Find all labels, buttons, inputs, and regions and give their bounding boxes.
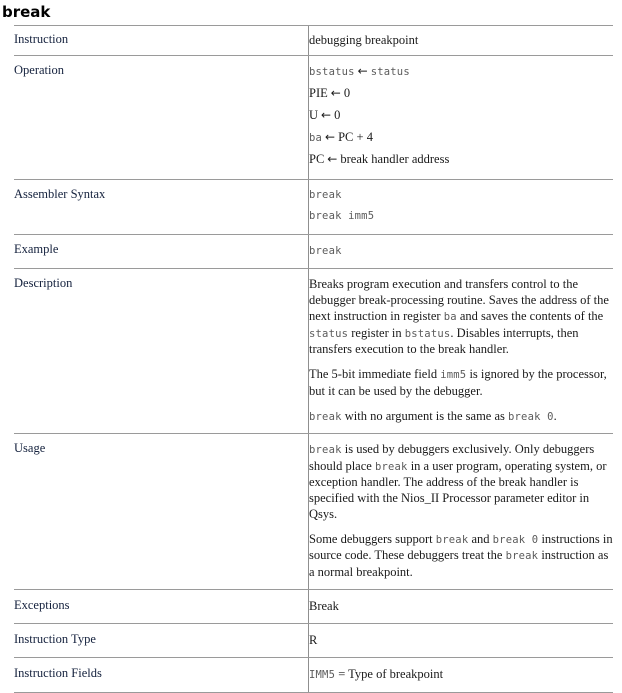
table-row xyxy=(14,658,613,693)
inline-text: instruction as a normal breakpoint. xyxy=(309,548,609,579)
inline-code: break xyxy=(374,460,408,473)
row-label: Example xyxy=(14,234,309,269)
row-value xyxy=(309,624,614,658)
inline-code: status xyxy=(309,327,349,340)
operation-line xyxy=(309,127,613,149)
row-label: Exceptions xyxy=(14,589,309,623)
table-row xyxy=(14,434,613,590)
code-line: break xyxy=(309,244,342,257)
row-value xyxy=(309,434,614,590)
paragraph xyxy=(309,531,613,580)
inline-code: break 0 xyxy=(492,534,539,547)
assembler-syntax-list xyxy=(309,186,613,225)
inline-code: break xyxy=(505,550,539,563)
assignment-arrow-icon: ← xyxy=(325,129,336,144)
operation-rhs: 0 xyxy=(343,86,351,101)
table-body xyxy=(14,26,613,693)
inline-code: imm5 xyxy=(440,369,467,382)
table-row xyxy=(14,269,613,434)
exceptions-text: Break xyxy=(309,598,339,613)
inline-text: and saves the contents of the xyxy=(456,309,604,324)
inline-text: and xyxy=(468,532,493,547)
row-value xyxy=(309,179,614,234)
row-value xyxy=(309,269,614,434)
operation-line xyxy=(309,61,613,83)
row-value xyxy=(309,56,614,179)
assignment-arrow-icon: ← xyxy=(321,108,332,122)
inline-text: register in xyxy=(348,325,405,340)
inline-text: instructions in source code. These debuggers treat the xyxy=(309,532,613,563)
inline-text: with no argument is the same as xyxy=(341,408,509,423)
inline-code: IMM5 xyxy=(309,669,336,682)
inline-code: break xyxy=(309,410,342,423)
paragraph xyxy=(309,366,613,398)
row-value xyxy=(309,658,614,693)
table-row xyxy=(14,234,613,269)
assignment-arrow-icon: ← xyxy=(330,86,341,101)
instruction-description-text: debugging breakpoint xyxy=(309,33,419,47)
row-label: Instruction Fields xyxy=(14,658,309,693)
assignment-arrow-icon: ← xyxy=(327,151,338,166)
instruction-spec-table xyxy=(14,25,613,693)
instruction-type-text: R xyxy=(309,633,318,648)
inline-text: is used by debuggers exclusively. Only debuggers should place xyxy=(309,442,595,473)
row-label: Instruction Type xyxy=(14,624,309,658)
instruction-fields-text xyxy=(309,666,613,683)
table-row xyxy=(14,589,613,623)
inline-code: break xyxy=(435,534,469,547)
operation-lhs: bstatus xyxy=(309,66,355,79)
row-label: Instruction xyxy=(14,26,309,56)
operation-rhs: 0 xyxy=(334,108,341,122)
operation-lhs: PIE xyxy=(309,86,328,101)
operation-lhs: PC xyxy=(309,151,325,166)
operation-rhs: break handler address xyxy=(340,151,450,166)
operation-lhs: U xyxy=(309,108,319,122)
row-label: Description xyxy=(14,269,309,434)
operation-line-list xyxy=(309,61,613,170)
inline-code: bstatus xyxy=(404,327,451,340)
description-paragraphs xyxy=(309,276,613,424)
inline-text: The 5-bit immediate field xyxy=(309,367,441,382)
inline-code: break xyxy=(309,444,342,457)
inline-code: break 0 xyxy=(508,410,554,423)
inline-code: ba xyxy=(443,311,457,324)
table-row xyxy=(14,26,613,56)
code-line: break imm5 xyxy=(309,210,375,223)
operation-rhs: status xyxy=(370,66,410,79)
operation-line xyxy=(309,149,613,171)
operation-lhs: ba xyxy=(309,131,323,144)
row-value xyxy=(309,26,614,56)
operation-rhs: PC + 4 xyxy=(338,129,373,144)
paragraph xyxy=(309,408,613,424)
usage-paragraphs xyxy=(309,441,613,580)
table-row xyxy=(14,179,613,234)
table-row xyxy=(14,56,613,179)
example-syntax-list xyxy=(309,242,613,260)
inline-text: . Disables interrupts, then transfers execution to the break handler. xyxy=(309,325,579,357)
paragraph xyxy=(309,276,613,357)
inline-text: Breaks program execution and transfers control to the debugger break-processing routine. Saves the address of the next instruction in register xyxy=(309,277,609,324)
inline-text: Some debuggers support xyxy=(309,532,436,547)
row-label: Assembler Syntax xyxy=(14,179,309,234)
page-title: break xyxy=(2,3,51,21)
table-row xyxy=(14,624,613,658)
inline-text: is ignored by the processor, but it can be used by the debugger. xyxy=(309,367,607,398)
code-line: break xyxy=(309,188,342,201)
assignment-arrow-icon: ← xyxy=(357,64,368,79)
operation-line xyxy=(309,83,613,105)
row-value xyxy=(309,589,614,623)
inline-text: in a user program, operating system, or exception handler. The address of the break handler is specified with the Nios_II Processor parameter editor in Qsys. xyxy=(309,458,607,522)
inline-text: . xyxy=(553,408,557,423)
inline-text: = Type of breakpoint xyxy=(335,667,444,682)
row-label: Usage xyxy=(14,434,309,590)
paragraph xyxy=(309,441,613,522)
row-label: Operation xyxy=(14,56,309,179)
operation-line xyxy=(309,105,613,127)
row-value xyxy=(309,234,614,269)
